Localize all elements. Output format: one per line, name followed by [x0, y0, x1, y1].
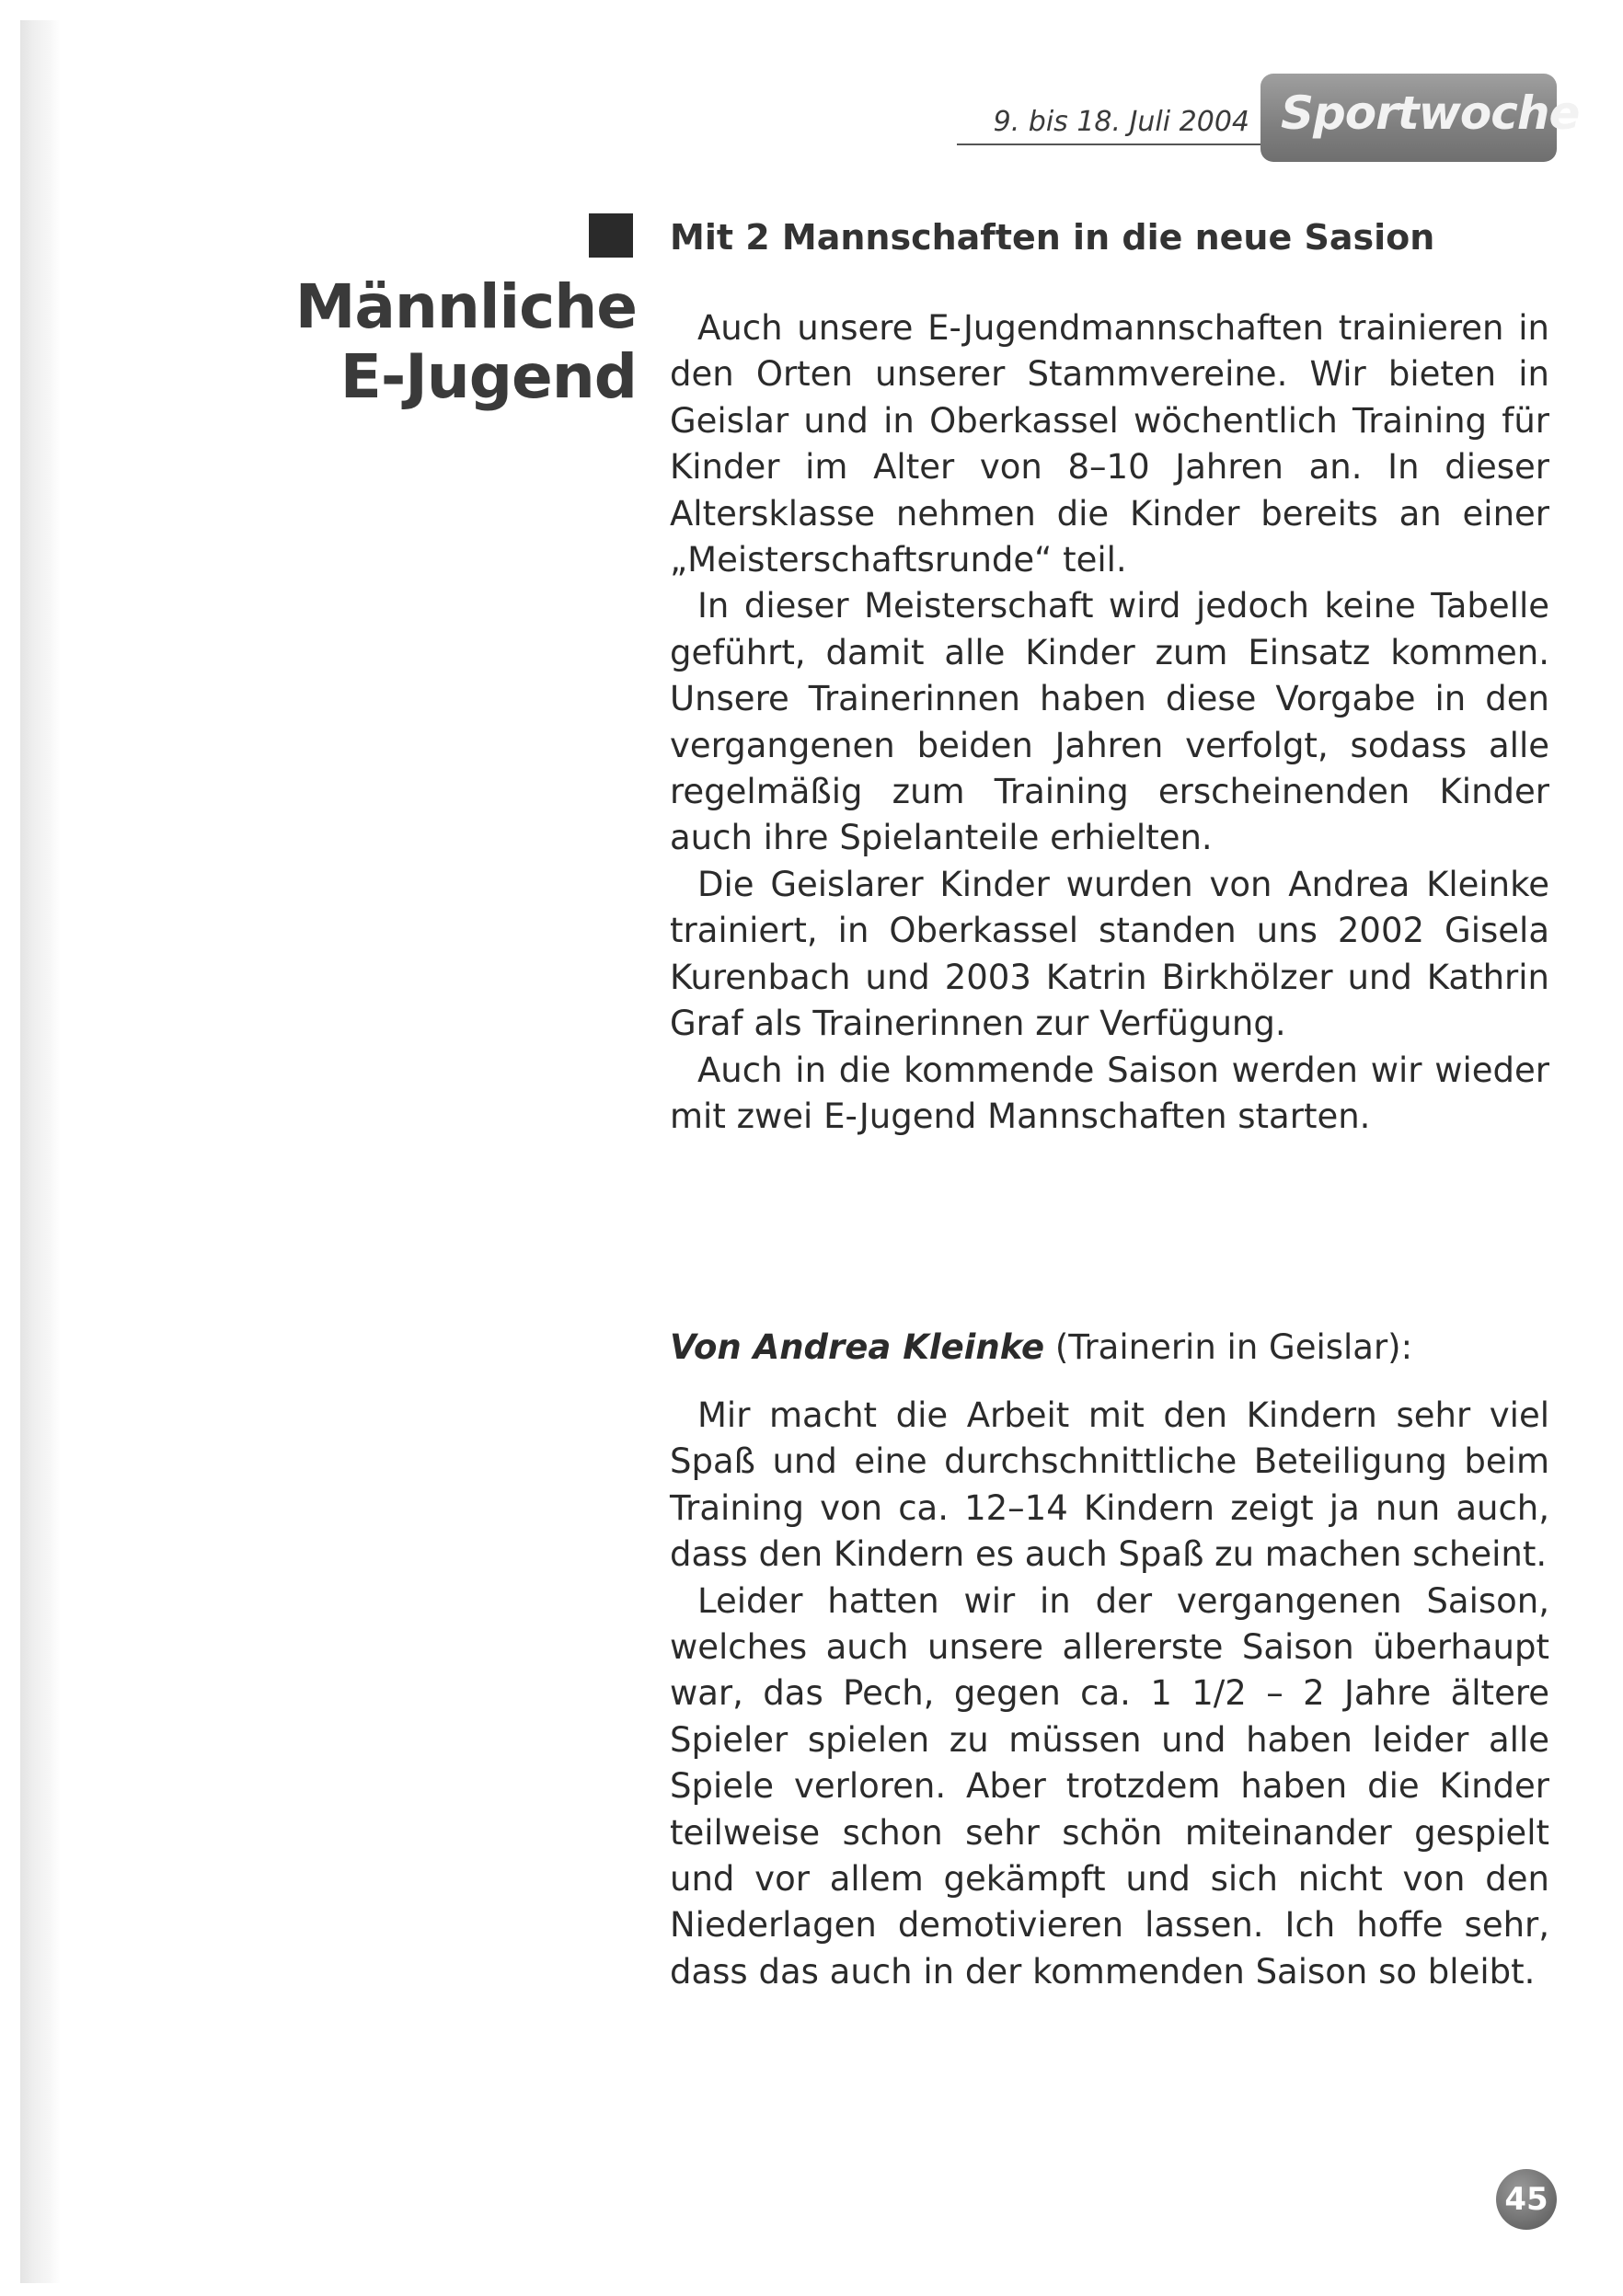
article-paragraph: Auch unsere E-Jugendmannschaften trainieren in den Orten unserer Stammvereine. Wir bieten in Geislar und in Oberkassel wöchentlich Training für Kinder im Alter von 8–10 Jahren an. In dieser Altersklasse nehmen die Kinder bereits an einer „Meisterschaftsrunde“ teil.: [670, 308, 1549, 580]
page-number-badge: 45: [1496, 2169, 1557, 2230]
article-body: [670, 305, 1549, 1140]
header-date-range: 9. bis 18. Juli 2004: [993, 106, 1249, 138]
page-header: [957, 74, 1580, 166]
article-paragraph: Die Geislarer Kinder wurden von Andrea Kleinke trainiert, in Oberkassel standen uns 2002 Gisela Kurenbach und 2003 Katrin Birkhölzer und Kathrin Graf als Trainerinnen zur Verfügung.: [670, 864, 1549, 1044]
quote-author: Von Andrea Kleinke: [670, 1327, 1045, 1367]
quote-paragraph: Leider hatten wir in der vergangenen Saison, welches auch unsere allererste Saison überhaupt war, das Pech, gegen ca. 1 1/2 – 2 Jahre ältere Spieler spielen zu müssen und haben leider alle Spiele verloren. Aber trotzdem haben die Kinder teilweise schon sehr schön miteinander gespielt und vor allem gekämpft und sich nicht von den Niederlagen demotivieren lassen. Ich hoffe sehr, dass das auch in der kommenden Saison so bleibt.: [670, 1580, 1549, 1992]
sportwoche-badge-label: Sportwoche: [1281, 86, 1580, 140]
section-title-line1: Männliche: [294, 271, 637, 342]
article-paragraph: Auch in die kommende Saison werden wir wieder mit zwei E-Jugend Mannschaften starten.: [670, 1050, 1549, 1136]
section-title-line2: E-Jugend: [340, 341, 637, 412]
quote-author-role: (Trainerin in Geislar):: [1044, 1327, 1413, 1367]
article-subtitle: Mit 2 Mannschaften in die neue Sasion: [670, 217, 1435, 258]
header-rule: [957, 144, 1260, 145]
scan-shadow-edge: [20, 20, 61, 2283]
article-paragraph: In dieser Meisterschaft wird jedoch keine Tabelle geführt, damit alle Kinder zum Einsatz kommen. Unsere Trainerinnen haben diese Vorgabe in den vergangenen beiden Jahren verfolgt, sodass alle regelmäßig zum Training erscheinenden Kinder auch ihre Spielanteile erhielten.: [670, 586, 1549, 858]
quote-byline: [670, 1325, 1412, 1371]
quote-body: [670, 1393, 1549, 1995]
section-marker-square: [589, 213, 633, 258]
quote-paragraph: Mir macht die Arbeit mit den Kindern sehr viel Spaß und eine durchschnittliche Beteiligung beim Training von ca. 12–14 Kindern zeigt ja nun auch, dass den Kindern es auch Spaß zu machen scheint.: [670, 1395, 1549, 1575]
sportwoche-badge: [1260, 74, 1580, 162]
